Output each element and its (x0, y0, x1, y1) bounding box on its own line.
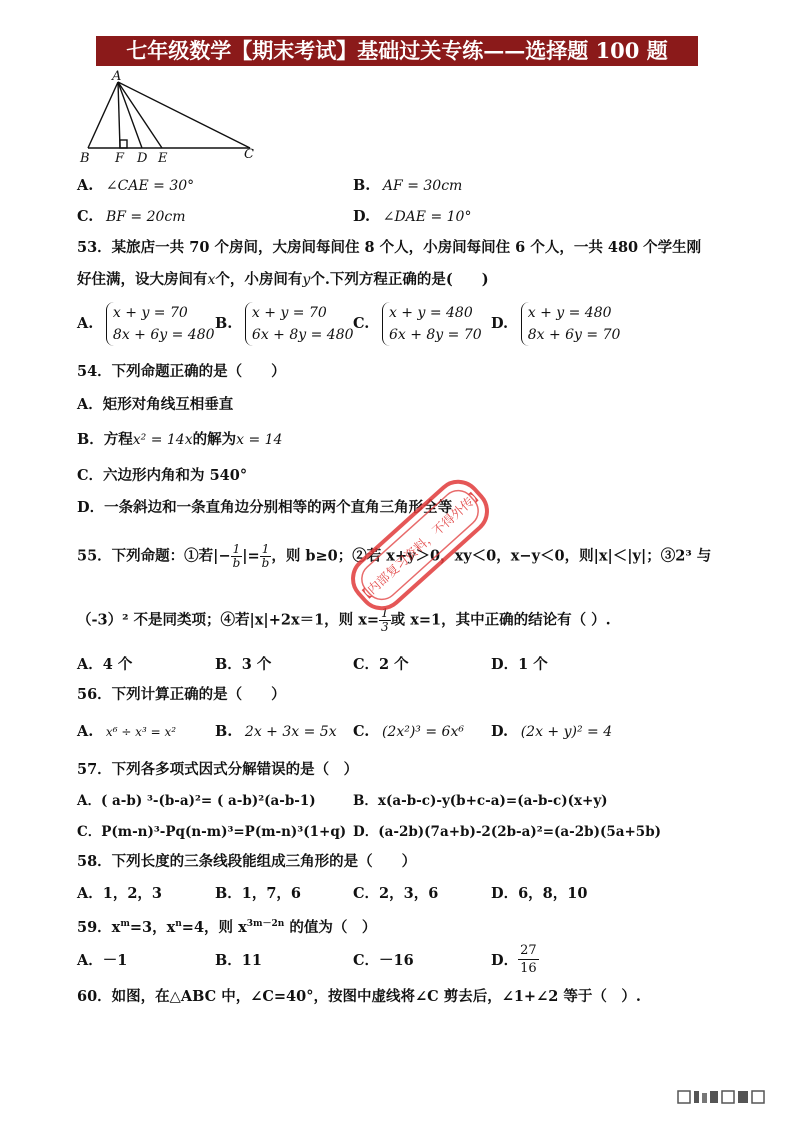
q53-b-eq2: 6x + 8y = 480 (251, 327, 354, 343)
q55-stem-line1 (77, 543, 711, 570)
label-A: A (112, 69, 122, 84)
document-title: 七年级数学【期末考试】基础过关专练——选择题 100 题 (96, 36, 698, 66)
q59-sup-n: n (175, 919, 182, 929)
q56-b-text: 2x + 3x = 5x (244, 724, 337, 740)
q54-b-text-b: 的解为 (192, 431, 237, 448)
q53-c-label: C. (353, 315, 370, 332)
q53-a-eq2: 8x + 6y = 480 (112, 327, 215, 343)
q59-text-d: 的值为（ ） (284, 918, 377, 936)
q56-option-c[interactable] (353, 722, 464, 742)
q52-d-text: ∠DAE = 10° (382, 209, 472, 225)
q57-option-b[interactable]: B．x(a-b-c)-y(b+c-a)=(a-b-c)(x+y) (353, 793, 608, 809)
q56-d-label: D. (491, 723, 509, 740)
q52-c-text: BF = 20cm (105, 209, 186, 225)
q53-b-system (245, 302, 354, 346)
q57-option-d[interactable]: D．(a-2b)(7a+b)-2(2b-a)²=(a-2b)(5a+5b) (353, 824, 662, 840)
q52-option-a[interactable] (77, 176, 194, 196)
q56-a-text: x⁶ ÷ x³ = x² (105, 725, 177, 739)
q52-option-b[interactable] (353, 176, 462, 196)
q55-text-e: 或 x=1，其中正确的结论有（ ）. (390, 611, 611, 629)
q54-option-d[interactable]: D．一条斜边和一条直角边分别相等的两个直角三角形全等 (77, 499, 453, 516)
q53-stem-line1: 53．某旅店一共 70 个房间，大房间每间住 8 个人，小房间每间住 6 个人，一共 480 个学生刚 (77, 239, 702, 256)
q59-option-d[interactable] (491, 942, 539, 977)
q59-option-c[interactable]: C．－16 (353, 952, 414, 969)
q56-option-b[interactable] (215, 722, 337, 742)
q54-option-b[interactable] (77, 430, 282, 450)
q56-b-label: B. (215, 723, 233, 740)
q53-a-label: A. (77, 315, 94, 332)
q55-frac3-den: 3 (381, 620, 389, 634)
q54-option-a[interactable]: A．矩形对角线互相垂直 (77, 396, 234, 413)
q55-frac1-num: 1 (232, 542, 241, 556)
q59-sup-exp: 3m－2n (246, 919, 285, 929)
q58-option-b[interactable]: B．1，7，6 (215, 885, 302, 902)
q53-d-eq2: 8x + 6y = 70 (527, 327, 621, 343)
q59-option-a[interactable]: A．－1 (77, 952, 128, 969)
q56-a-label: A. (77, 723, 94, 740)
q55-fraction-1 (231, 543, 243, 570)
q53-b-label: B. (215, 315, 233, 332)
q59-sup-m: m (120, 919, 130, 929)
q55-text-a: 55．下列命题：①若|− (77, 547, 231, 565)
label-C: C (244, 147, 254, 162)
q55-text-c: ，则 b≥0；②若 x+y＞0，xy＜0，x−y＜0，则|x|＜|y|；③2³ 与 (271, 547, 712, 565)
q55-stem-line2 (77, 607, 611, 634)
q53-a-system (106, 302, 215, 346)
q55-option-c[interactable]: C．2 个 (353, 656, 409, 673)
q55-text-d: （-3）² 不是同类项；④若|x|+2x＝1，则 x= (77, 611, 380, 629)
q53-c-eq2: 6x + 8y = 70 (388, 327, 482, 343)
watermark-logo-icon (676, 1087, 776, 1107)
q55-frac1-den: b (232, 556, 241, 570)
q56-c-text: (2x²)³ = 6x⁶ (381, 724, 464, 740)
q55-frac2-den: b (261, 556, 270, 570)
q59-d-label: D． (491, 952, 519, 969)
q58-stem: 58．下列长度的三条线段能组成三角形的是（ ） (77, 853, 417, 870)
q52-d-label: D. (353, 208, 371, 225)
q54-stem: 54．下列命题正确的是（ ） (77, 363, 286, 380)
q57-stem: 57．下列各多项式因式分解错误的是（ ） (77, 761, 359, 778)
q59-stem (77, 914, 376, 938)
q55-text-b: |= (242, 547, 260, 565)
q55-option-a[interactable]: A．4 个 (77, 656, 133, 673)
q55-frac3-num: 1 (381, 606, 389, 620)
q53-c-eq1: x + y = 480 (388, 305, 473, 321)
q56-stem: 56．下列计算正确的是（ ） (77, 686, 286, 703)
q57-option-a[interactable]: A．( a-b) ³-(b-a)²= ( a-b)²(a-b-1) (77, 793, 316, 809)
q53-var-x: x (207, 272, 216, 288)
q56-c-label: C. (353, 723, 370, 740)
q53-c-system (382, 302, 482, 346)
q59-d-fraction (518, 942, 539, 977)
q58-option-a[interactable]: A．1，2，3 (77, 885, 163, 902)
q59-d-num: 27 (520, 943, 537, 958)
triangle-figure (78, 68, 268, 166)
q53-option-d[interactable] (491, 302, 620, 346)
q55-option-d[interactable]: D．1 个 (491, 656, 548, 673)
q52-a-label: A. (77, 177, 94, 194)
label-B: B (80, 151, 90, 166)
q55-option-b[interactable]: B．3 个 (215, 656, 272, 673)
q53-stem-line2 (77, 270, 489, 290)
q52-b-label: B. (353, 177, 371, 194)
q53-option-c[interactable] (353, 302, 482, 346)
q53-option-a[interactable] (77, 302, 215, 346)
q52-option-c[interactable] (77, 207, 186, 227)
q52-a-text: ∠CAE = 30° (105, 178, 195, 194)
q54-b-solution: x = 14 (236, 432, 283, 448)
label-E: E (158, 151, 168, 166)
q53-option-b[interactable] (215, 302, 354, 346)
q54-b-equation: x² = 14x (132, 432, 193, 448)
q53-text-c: 个.下列方程正确的是( ) (310, 271, 489, 288)
q59-text-c: =4，则 x (181, 918, 247, 936)
q60-stem: 60．如图，在△ABC 中，∠C=40°，按图中虚线将∠C 剪去后，∠1+∠2 等于（ ）. (77, 988, 641, 1005)
q53-var-y: y (302, 272, 311, 288)
q59-text-b: =3，x (129, 918, 176, 936)
q52-option-d[interactable] (353, 207, 471, 227)
q54-b-text-a: B．方程 (77, 431, 133, 448)
q55-frac2-num: 1 (261, 542, 270, 556)
q52-b-text: AF = 30cm (382, 178, 463, 194)
watermark-text: 【内部复习资料，不得外传】 (354, 485, 486, 606)
q53-b-eq1: x + y = 70 (251, 305, 327, 321)
q53-a-eq1: x + y = 70 (112, 305, 188, 321)
q59-d-den: 16 (520, 961, 537, 976)
q56-d-text: (2x + y)² = 4 (520, 724, 613, 740)
q53-d-label: D. (491, 315, 509, 332)
q58-option-d[interactable]: D．6，8，10 (491, 885, 588, 902)
q53-d-system (521, 302, 621, 346)
q57-option-c[interactable]: C．P(m-n)³-Pq(n-m)³=P(m-n)³(1+q) (77, 824, 347, 840)
q59-text-a: 59．x (77, 918, 121, 936)
q55-fraction-3 (379, 607, 391, 634)
q56-option-d[interactable] (491, 722, 612, 742)
label-D: D (137, 151, 148, 166)
q58-option-c[interactable]: C．2，3，6 (353, 885, 439, 902)
q54-option-c[interactable]: C．六边形内角和为 540° (77, 467, 248, 484)
q59-option-b[interactable]: B．11 (215, 952, 262, 969)
q55-fraction-2 (260, 543, 272, 570)
q56-option-a[interactable] (77, 722, 176, 742)
q52-c-label: C. (77, 208, 94, 225)
q53-d-eq1: x + y = 480 (527, 305, 612, 321)
label-F: F (115, 151, 125, 166)
q53-text-a: 好住满，设大房间有 (77, 271, 208, 288)
q53-text-b: 个，小房间有 (215, 271, 303, 288)
